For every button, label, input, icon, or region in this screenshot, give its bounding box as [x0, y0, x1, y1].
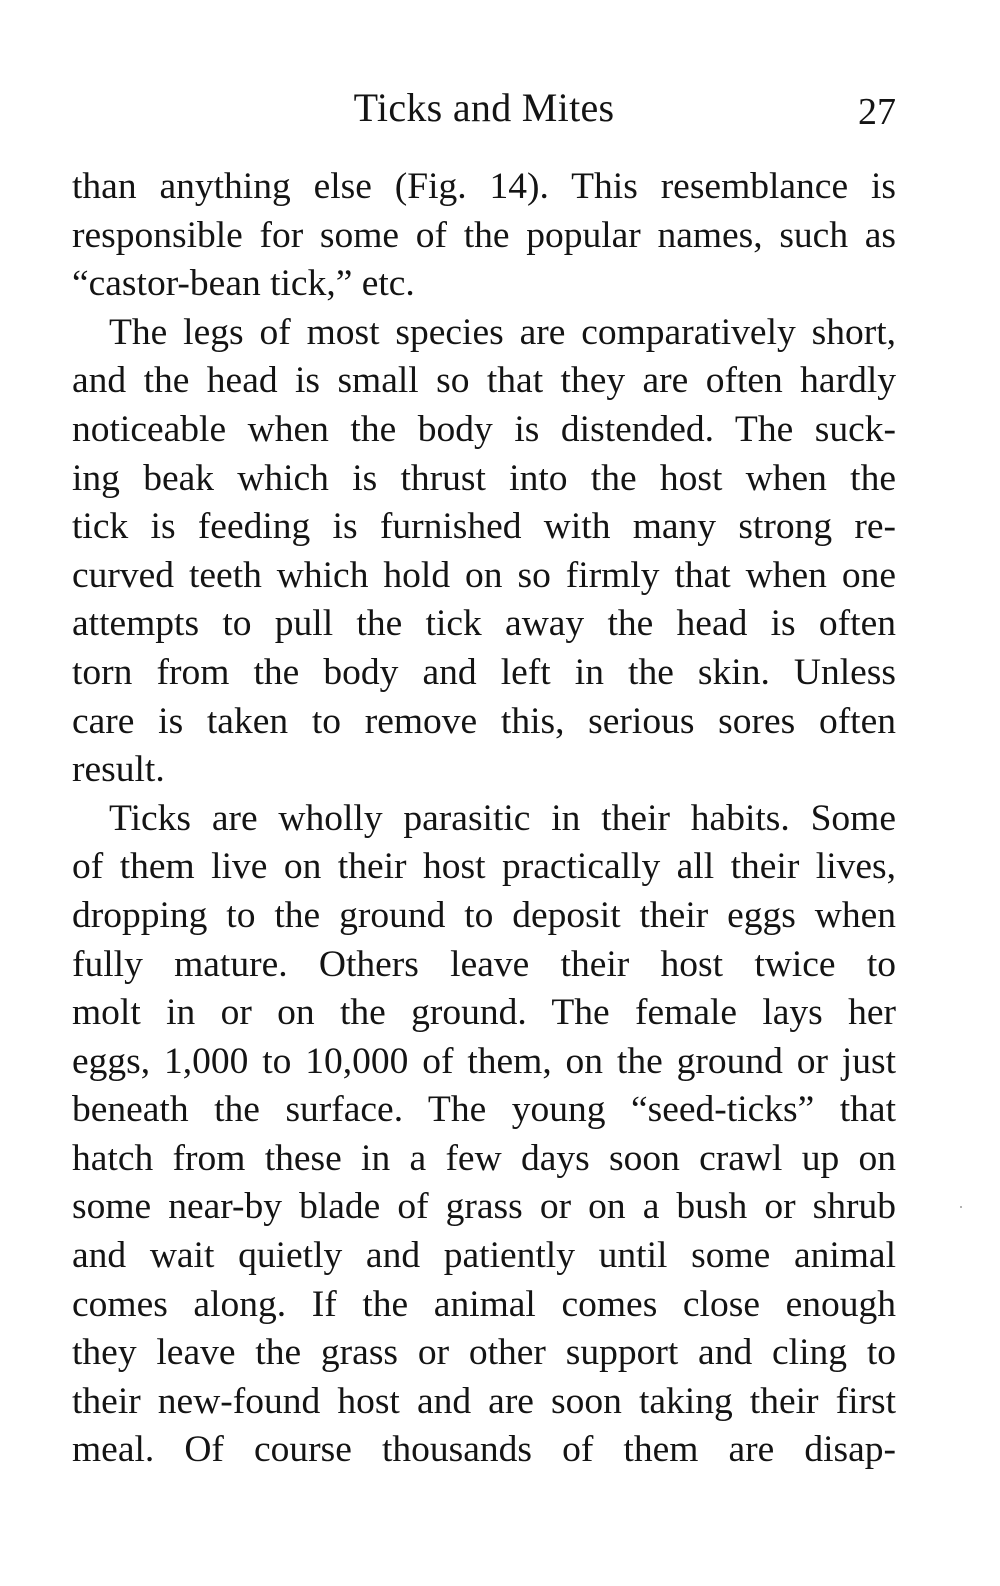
text-line: some near-by blade of grass or on a bush or shrub	[72, 1186, 896, 1228]
text-line: noticeable when the body is distended. The suck-	[72, 408, 896, 450]
text-line: dropping to the ground to deposit their eggs when	[72, 894, 896, 936]
text-line: molt in or on the ground. The female lays her	[72, 992, 896, 1034]
page-number: 27	[858, 91, 896, 133]
scan-speck	[960, 1206, 962, 1208]
text-line: their new-found host and are soon taking their first	[72, 1380, 896, 1422]
text-line: hatch from these in a few days soon crawl up on	[72, 1137, 896, 1179]
body-text	[72, 163, 896, 1475]
text-line: comes along. If the animal comes close enough	[72, 1283, 896, 1325]
text-line: responsible for some of the popular names, such as	[72, 214, 896, 256]
text-line: they leave the grass or other support and cling to	[72, 1332, 896, 1374]
text-line: curved teeth which hold on so firmly that when one	[72, 554, 896, 596]
text-line: than anything else (Fig. 14). This resemblance is	[72, 166, 896, 207]
text-line: result.	[72, 749, 165, 791]
paragraph-first-line: The legs of most species are comparatively short,	[109, 311, 896, 353]
running-header	[72, 78, 896, 138]
text-line: care is taken to remove this, serious sores often	[72, 700, 896, 742]
paragraph-first-line: Ticks are wholly parasitic in their habits. Some	[109, 797, 896, 839]
text-line: and wait quietly and patiently until some animal	[72, 1235, 896, 1277]
text-line: meal. Of course thousands of them are disap-	[72, 1429, 896, 1471]
text-line: tick is feeding is furnished with many strong re-	[72, 506, 896, 548]
text-line: beneath the surface. The young “seed-ticks” that	[72, 1089, 896, 1131]
text-line: and the head is small so that they are often hardly	[72, 360, 896, 402]
text-line: torn from the body and left in the skin. Unless	[72, 651, 896, 693]
text-line: “castor-bean tick,” etc.	[72, 263, 415, 305]
running-title: Ticks and Mites	[353, 85, 615, 130]
text-line: ing beak which is thrust into the host when the	[72, 457, 896, 499]
text-line: of them live on their host practically all their lives,	[72, 846, 896, 888]
text-line: eggs, 1,000 to 10,000 of them, on the ground or just	[72, 1040, 896, 1082]
text-line: attempts to pull the tick away the head is often	[72, 603, 896, 645]
text-line: fully mature. Others leave their host twice to	[72, 943, 896, 985]
